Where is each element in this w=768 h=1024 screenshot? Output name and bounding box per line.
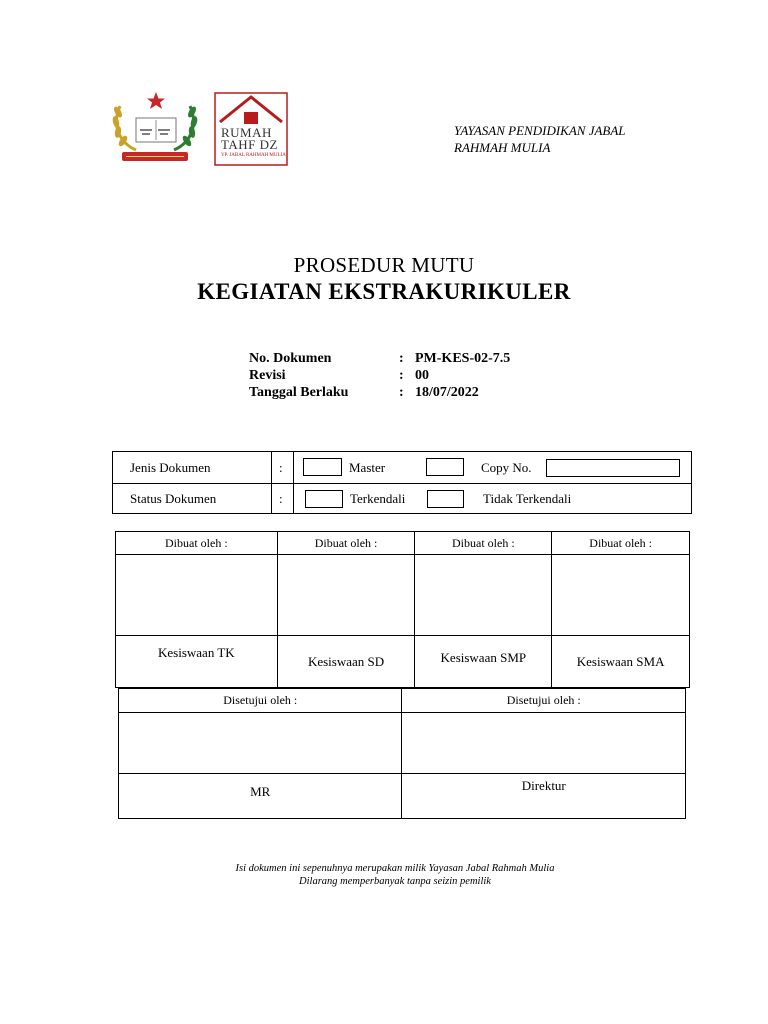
- meta-label: No. Dokumen: [249, 351, 332, 366]
- approved-by-name: MR: [119, 774, 402, 819]
- signature-cell: [415, 555, 552, 636]
- signature-cell: [116, 555, 278, 636]
- terkendali-checkbox[interactable]: [305, 490, 343, 508]
- org-name-line2: RAHMAH MULIA: [454, 140, 551, 155]
- approved-by-header: Disetujui oleh :: [402, 689, 686, 713]
- approved-by-name: Direktur: [402, 774, 686, 819]
- emblem-logo: [108, 90, 200, 170]
- prepared-by-header: Dibuat oleh :: [116, 532, 278, 555]
- meta-value: 18/07/2022: [415, 385, 479, 400]
- footer-line2: Dilarang memperbanyak tanpa seizin pemilik: [299, 876, 491, 887]
- status-colon: :: [279, 491, 283, 506]
- footer-note: [0, 862, 768, 888]
- org-name: [454, 122, 714, 156]
- signature-cell: [402, 713, 686, 774]
- meta-row-revisi: [249, 367, 510, 384]
- meta-colon: :: [399, 385, 404, 400]
- prepared-by-header: Dibuat oleh :: [415, 532, 552, 555]
- meta-row-tanggal: [249, 384, 510, 401]
- logo-rumah-line1: RUMAH: [221, 125, 272, 140]
- logo-rumah-line2: TAHF DZ: [221, 137, 278, 152]
- copy-checkbox[interactable]: [426, 458, 464, 476]
- prepared-by-table: [115, 531, 690, 688]
- copy-no-field[interactable]: [546, 459, 680, 477]
- prepared-by-name: Kesiswaan SMP: [415, 636, 552, 688]
- document-title-line2: KEGIATAN EKSTRAKURIKULER: [197, 279, 571, 304]
- meta-label: Revisi: [249, 368, 286, 383]
- meta-value: 00: [415, 368, 429, 383]
- master-label: Master: [349, 460, 386, 475]
- signature-cell: [119, 713, 402, 774]
- footer-line1: Isi dokumen ini sepenuhnya merupakan milik Yayasan Jabal Rahmah Mulia: [235, 863, 555, 874]
- signature-cell: [552, 555, 690, 636]
- terkendali-label: Terkendali: [350, 491, 406, 506]
- approved-by-header: Disetujui oleh :: [119, 689, 402, 713]
- meta-label: Tanggal Berlaku: [249, 385, 349, 400]
- master-checkbox[interactable]: [303, 458, 342, 476]
- approved-by-table: [118, 688, 686, 819]
- prepared-by-header: Dibuat oleh :: [277, 532, 415, 555]
- prepared-by-name: Kesiswaan TK: [116, 636, 278, 688]
- tidak-terkendali-checkbox[interactable]: [427, 490, 464, 508]
- meta-colon: :: [399, 368, 404, 383]
- document-type-table: [112, 451, 692, 514]
- prepared-by-name: Kesiswaan SMA: [552, 636, 690, 688]
- document-meta: [249, 350, 510, 401]
- meta-row-no-dokumen: [249, 350, 510, 367]
- org-name-line1: YAYASAN PENDIDIKAN JABAL: [454, 123, 626, 138]
- tidak-terkendali-label: Tidak Terkendali: [483, 491, 572, 506]
- meta-value: PM-KES-02-7.5: [415, 351, 511, 366]
- document-title-line1: PROSEDUR MUTU: [293, 253, 475, 277]
- prepared-by-header: Dibuat oleh :: [552, 532, 690, 555]
- copy-no-label: Copy No.: [481, 460, 532, 475]
- logo-rumah-subtitle: YP. JABAL RAHMAH MULIA: [221, 153, 286, 158]
- prepared-by-name: Kesiswaan SD: [277, 636, 415, 688]
- jenis-dokumen-label: Jenis Dokumen: [130, 460, 211, 475]
- signature-cell: [277, 555, 415, 636]
- meta-colon: :: [399, 351, 404, 366]
- jenis-colon: :: [279, 460, 283, 475]
- status-dokumen-label: Status Dokumen: [130, 491, 217, 506]
- rumah-tahfidz-logo: [214, 92, 288, 166]
